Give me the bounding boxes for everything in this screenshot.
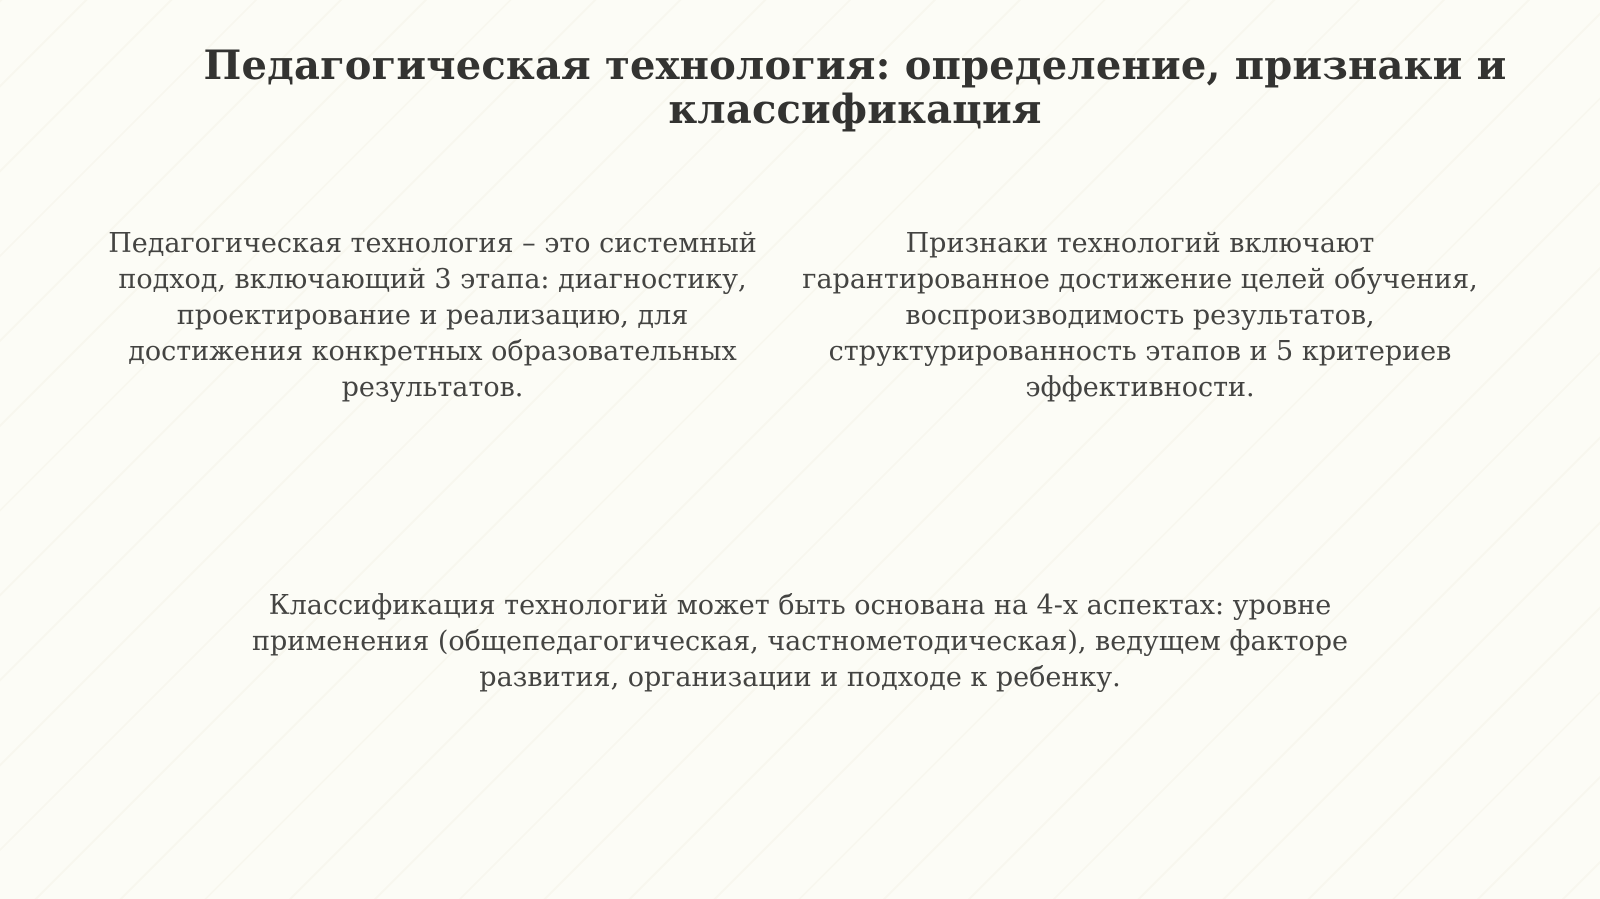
slide-title: Педагогическая технология: определение, признаки и классификация xyxy=(203,42,1507,133)
definition-text: Педагогическая технология – это системный подход, включающий 3 этапа: диагностику, проектирование и реализацию, для достижения конкретных образовательных результатов. xyxy=(108,228,757,403)
classification-text: Классификация технологий может быть основана на 4-х аспектах: уровне применения (общепедагогическая, частнометодическая), ведущем факторе развития, организации и подходе к ребенку. xyxy=(252,590,1348,693)
features-text: Признаки технологий включают гарантированное достижение целей обучения, воспроизводимость результатов, структурированность этапов и 5 критериев эффективности. xyxy=(802,228,1478,403)
